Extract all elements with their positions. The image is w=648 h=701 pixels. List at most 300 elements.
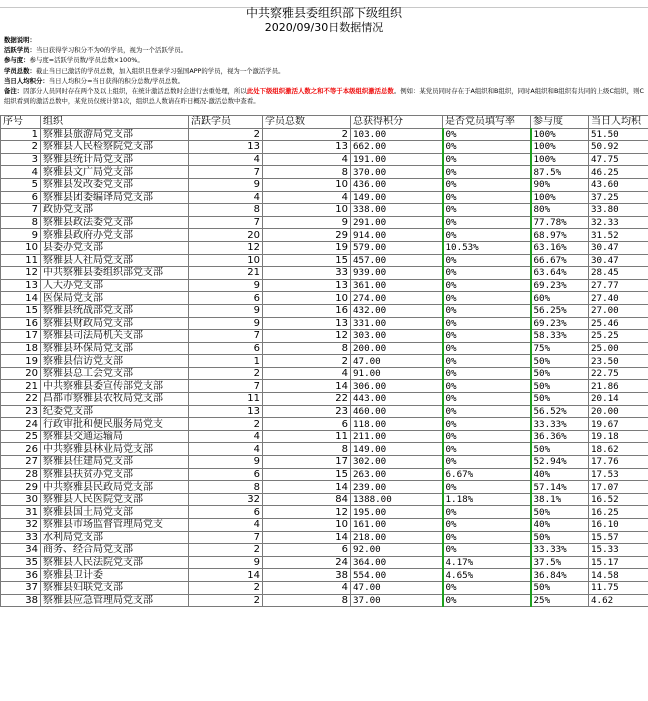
cell-points: 92.00 bbox=[351, 544, 443, 557]
cell-org: 中共察雅县委宣传部党支部 bbox=[41, 380, 189, 393]
cell-participation: 56.25% bbox=[531, 304, 589, 317]
cell-participation: 36.84% bbox=[531, 569, 589, 582]
cell-avg: 28.45 bbox=[589, 267, 648, 280]
cell-avg: 51.50 bbox=[589, 128, 648, 141]
cell-active: 20 bbox=[189, 229, 263, 242]
table-row bbox=[1, 304, 648, 317]
cell-total: 10 bbox=[263, 292, 351, 305]
cell-avg: 33.80 bbox=[589, 204, 648, 217]
cell-index: 34 bbox=[1, 544, 41, 557]
cell-index: 5 bbox=[1, 178, 41, 191]
cell-index: 3 bbox=[1, 153, 41, 166]
cell-index: 16 bbox=[1, 317, 41, 330]
cell-fillrate: 0% bbox=[443, 393, 531, 406]
cell-points: 195.00 bbox=[351, 506, 443, 519]
table-row bbox=[1, 405, 648, 418]
cell-avg: 4.62 bbox=[589, 594, 648, 607]
cell-total: 15 bbox=[263, 468, 351, 481]
cell-index: 6 bbox=[1, 191, 41, 204]
cell-avg: 30.47 bbox=[589, 241, 648, 254]
cell-points: 306.00 bbox=[351, 380, 443, 393]
col-header-total: 学员总数 bbox=[263, 116, 351, 129]
cell-fillrate: 0% bbox=[443, 506, 531, 519]
cell-active: 9 bbox=[189, 178, 263, 191]
cell-total: 9 bbox=[263, 216, 351, 229]
cell-index: 15 bbox=[1, 304, 41, 317]
cell-total: 4 bbox=[263, 581, 351, 594]
cell-total: 38 bbox=[263, 569, 351, 582]
cell-avg: 30.47 bbox=[589, 254, 648, 267]
cell-points: 364.00 bbox=[351, 556, 443, 569]
cell-points: 218.00 bbox=[351, 531, 443, 544]
cell-avg: 22.75 bbox=[589, 367, 648, 380]
cell-avg: 25.00 bbox=[589, 342, 648, 355]
cell-fillrate: 4.65% bbox=[443, 569, 531, 582]
cell-avg: 17.07 bbox=[589, 481, 648, 494]
cell-points: 457.00 bbox=[351, 254, 443, 267]
cell-avg: 27.00 bbox=[589, 304, 648, 317]
cell-participation: 68.97% bbox=[531, 229, 589, 242]
cell-fillrate: 0% bbox=[443, 216, 531, 229]
table-row bbox=[1, 166, 648, 179]
cell-total: 22 bbox=[263, 393, 351, 406]
cell-active: 21 bbox=[189, 267, 263, 280]
cell-active: 2 bbox=[189, 544, 263, 557]
cell-org: 察雅县人民法院党支部 bbox=[41, 556, 189, 569]
cell-total: 14 bbox=[263, 481, 351, 494]
cell-index: 14 bbox=[1, 292, 41, 305]
cell-active: 11 bbox=[189, 393, 263, 406]
cell-fillrate: 0% bbox=[443, 191, 531, 204]
col-header-participation: 参与度 bbox=[531, 116, 589, 129]
cell-org: 察雅县住建局党支部 bbox=[41, 456, 189, 469]
cell-index: 13 bbox=[1, 279, 41, 292]
cell-fillrate: 0% bbox=[443, 229, 531, 242]
cell-active: 9 bbox=[189, 456, 263, 469]
cell-avg: 43.60 bbox=[589, 178, 648, 191]
table-row bbox=[1, 254, 648, 267]
cell-org: 察雅县国土局党支部 bbox=[41, 506, 189, 519]
cell-participation: 50% bbox=[531, 581, 589, 594]
cell-index: 19 bbox=[1, 355, 41, 368]
cell-active: 1 bbox=[189, 355, 263, 368]
cell-avg: 20.00 bbox=[589, 405, 648, 418]
cell-fillrate: 0% bbox=[443, 254, 531, 267]
cell-avg: 25.46 bbox=[589, 317, 648, 330]
cell-participation: 50% bbox=[531, 367, 589, 380]
cell-index: 20 bbox=[1, 367, 41, 380]
cell-fillrate: 0% bbox=[443, 204, 531, 217]
cell-org: 察雅县卫计委 bbox=[41, 569, 189, 582]
cell-index: 12 bbox=[1, 267, 41, 280]
cell-participation: 90% bbox=[531, 178, 589, 191]
cell-participation: 40% bbox=[531, 519, 589, 532]
cell-total: 8 bbox=[263, 443, 351, 456]
table-row bbox=[1, 443, 648, 456]
cell-org: 县委办党支部 bbox=[41, 241, 189, 254]
cell-avg: 16.25 bbox=[589, 506, 648, 519]
table-row bbox=[1, 430, 648, 443]
cell-participation: 50% bbox=[531, 393, 589, 406]
cell-points: 37.00 bbox=[351, 594, 443, 607]
cell-fillrate: 0% bbox=[443, 304, 531, 317]
cell-active: 9 bbox=[189, 556, 263, 569]
table-row bbox=[1, 506, 648, 519]
cell-org: 政协党支部 bbox=[41, 204, 189, 217]
cell-active: 2 bbox=[189, 594, 263, 607]
cell-org: 昌都市察雅县农牧局党支部 bbox=[41, 393, 189, 406]
cell-index: 21 bbox=[1, 380, 41, 393]
cell-fillrate: 0% bbox=[443, 380, 531, 393]
table-row bbox=[1, 191, 648, 204]
cell-total: 11 bbox=[263, 430, 351, 443]
table-header-row bbox=[1, 116, 648, 129]
cell-total: 10 bbox=[263, 204, 351, 217]
cell-index: 4 bbox=[1, 166, 41, 179]
cell-fillrate: 0% bbox=[443, 292, 531, 305]
cell-points: 939.00 bbox=[351, 267, 443, 280]
cell-points: 47.00 bbox=[351, 355, 443, 368]
cell-index: 30 bbox=[1, 493, 41, 506]
cell-org: 察雅县统计局党支部 bbox=[41, 153, 189, 166]
cell-points: 239.00 bbox=[351, 481, 443, 494]
cell-fillrate: 0% bbox=[443, 128, 531, 141]
cell-fillrate: 1.18% bbox=[443, 493, 531, 506]
cell-participation: 36.36% bbox=[531, 430, 589, 443]
cell-active: 6 bbox=[189, 342, 263, 355]
cell-participation: 58.33% bbox=[531, 330, 589, 343]
cell-avg: 27.40 bbox=[589, 292, 648, 305]
cell-avg: 11.75 bbox=[589, 581, 648, 594]
cell-index: 26 bbox=[1, 443, 41, 456]
cell-points: 554.00 bbox=[351, 569, 443, 582]
cell-total: 2 bbox=[263, 355, 351, 368]
cell-index: 33 bbox=[1, 531, 41, 544]
cell-participation: 25% bbox=[531, 594, 589, 607]
note-avg: 当日人均积分：当日人均积分=当日获得的积分总数/学员总数。 bbox=[4, 76, 185, 85]
table-row bbox=[1, 418, 648, 431]
cell-total: 19 bbox=[263, 241, 351, 254]
cell-fillrate: 0% bbox=[443, 456, 531, 469]
cell-points: 370.00 bbox=[351, 166, 443, 179]
cell-index: 25 bbox=[1, 430, 41, 443]
cell-org: 察雅县交通运输局 bbox=[41, 430, 189, 443]
cell-avg: 25.25 bbox=[589, 330, 648, 343]
cell-org: 察雅县政法委党支部 bbox=[41, 216, 189, 229]
cell-avg: 37.25 bbox=[589, 191, 648, 204]
cell-points: 263.00 bbox=[351, 468, 443, 481]
table-row bbox=[1, 216, 648, 229]
cell-total: 16 bbox=[263, 304, 351, 317]
cell-fillrate: 0% bbox=[443, 355, 531, 368]
cell-org: 察雅县人民检察院党支部 bbox=[41, 141, 189, 154]
cell-active: 6 bbox=[189, 292, 263, 305]
cell-active: 6 bbox=[189, 468, 263, 481]
cell-index: 10 bbox=[1, 241, 41, 254]
cell-fillrate: 0% bbox=[443, 141, 531, 154]
cell-avg: 17.53 bbox=[589, 468, 648, 481]
cell-participation: 77.78% bbox=[531, 216, 589, 229]
cell-avg: 21.86 bbox=[589, 380, 648, 393]
cell-participation: 56.52% bbox=[531, 405, 589, 418]
cell-index: 27 bbox=[1, 456, 41, 469]
cell-org: 医保局党支部 bbox=[41, 292, 189, 305]
cell-total: 8 bbox=[263, 166, 351, 179]
cell-participation: 57.14% bbox=[531, 481, 589, 494]
cell-avg: 46.25 bbox=[589, 166, 648, 179]
cell-avg: 50.92 bbox=[589, 141, 648, 154]
table-row bbox=[1, 556, 648, 569]
cell-avg: 16.52 bbox=[589, 493, 648, 506]
cell-points: 274.00 bbox=[351, 292, 443, 305]
cell-points: 149.00 bbox=[351, 443, 443, 456]
cell-fillrate: 0% bbox=[443, 267, 531, 280]
cell-total: 6 bbox=[263, 418, 351, 431]
table-row bbox=[1, 241, 648, 254]
cell-active: 8 bbox=[189, 204, 263, 217]
cell-avg: 19.67 bbox=[589, 418, 648, 431]
cell-org: 察雅县信访党支部 bbox=[41, 355, 189, 368]
cell-total: 8 bbox=[263, 594, 351, 607]
cell-participation: 50% bbox=[531, 443, 589, 456]
table-row bbox=[1, 569, 648, 582]
cell-org: 察雅县总工会党支部 bbox=[41, 367, 189, 380]
cell-fillrate: 0% bbox=[443, 317, 531, 330]
table-row bbox=[1, 456, 648, 469]
cell-org: 察雅县发改委党支部 bbox=[41, 178, 189, 191]
cell-fillrate: 10.53% bbox=[443, 241, 531, 254]
cell-points: 291.00 bbox=[351, 216, 443, 229]
cell-index: 29 bbox=[1, 481, 41, 494]
cell-total: 6 bbox=[263, 544, 351, 557]
cell-total: 29 bbox=[263, 229, 351, 242]
cell-points: 302.00 bbox=[351, 456, 443, 469]
cell-active: 9 bbox=[189, 317, 263, 330]
cell-points: 361.00 bbox=[351, 279, 443, 292]
table-row bbox=[1, 519, 648, 532]
cell-total: 12 bbox=[263, 330, 351, 343]
page-title: 中共察雅县委组织部下级组织 bbox=[245, 6, 402, 20]
cell-active: 7 bbox=[189, 166, 263, 179]
cell-active: 13 bbox=[189, 405, 263, 418]
cell-total: 23 bbox=[263, 405, 351, 418]
cell-total: 24 bbox=[263, 556, 351, 569]
cell-active: 7 bbox=[189, 531, 263, 544]
cell-participation: 100% bbox=[531, 191, 589, 204]
cell-fillrate: 0% bbox=[443, 405, 531, 418]
cell-org: 察雅县统战部党支部 bbox=[41, 304, 189, 317]
cell-active: 7 bbox=[189, 216, 263, 229]
cell-total: 15 bbox=[263, 254, 351, 267]
table-row bbox=[1, 229, 648, 242]
table-row bbox=[1, 153, 648, 166]
note-total: 学员总数：截止当日已激活的学员总数，加入组织且登录学习强国APP的学员，视为一个激活学员。 bbox=[4, 66, 285, 75]
cell-points: 914.00 bbox=[351, 229, 443, 242]
cell-avg: 32.33 bbox=[589, 216, 648, 229]
cell-participation: 100% bbox=[531, 141, 589, 154]
cell-active: 9 bbox=[189, 304, 263, 317]
cell-avg: 47.75 bbox=[589, 153, 648, 166]
cell-total: 14 bbox=[263, 531, 351, 544]
cell-index: 9 bbox=[1, 229, 41, 242]
cell-org: 中共察雅县民政局党支部 bbox=[41, 481, 189, 494]
cell-avg: 31.52 bbox=[589, 229, 648, 242]
cell-avg: 16.10 bbox=[589, 519, 648, 532]
cell-total: 4 bbox=[263, 191, 351, 204]
data-notes bbox=[4, 35, 644, 106]
cell-participation: 50% bbox=[531, 380, 589, 393]
table-row bbox=[1, 380, 648, 393]
table-row bbox=[1, 393, 648, 406]
cell-avg: 17.76 bbox=[589, 456, 648, 469]
cell-org: 纪委党支部 bbox=[41, 405, 189, 418]
col-header-fillrate: 是否党员填写率 bbox=[443, 116, 531, 129]
cell-active: 12 bbox=[189, 241, 263, 254]
table-row bbox=[1, 178, 648, 191]
table-row bbox=[1, 330, 648, 343]
cell-avg: 15.33 bbox=[589, 544, 648, 557]
table-row bbox=[1, 531, 648, 544]
cell-avg: 20.14 bbox=[589, 393, 648, 406]
cell-total: 33 bbox=[263, 267, 351, 280]
cell-fillrate: 0% bbox=[443, 166, 531, 179]
cell-org: 察雅县团委编译局党支部 bbox=[41, 191, 189, 204]
cell-total: 13 bbox=[263, 141, 351, 154]
cell-participation: 40% bbox=[531, 468, 589, 481]
cell-avg: 14.58 bbox=[589, 569, 648, 582]
cell-active: 2 bbox=[189, 581, 263, 594]
cell-points: 200.00 bbox=[351, 342, 443, 355]
cell-fillrate: 0% bbox=[443, 519, 531, 532]
cell-points: 211.00 bbox=[351, 430, 443, 443]
cell-participation: 66.67% bbox=[531, 254, 589, 267]
cell-participation: 75% bbox=[531, 342, 589, 355]
cell-total: 2 bbox=[263, 128, 351, 141]
cell-points: 191.00 bbox=[351, 153, 443, 166]
col-header-org: 组织 bbox=[41, 116, 189, 129]
cell-points: 331.00 bbox=[351, 317, 443, 330]
cell-active: 9 bbox=[189, 279, 263, 292]
cell-org: 察雅县人社局党支部 bbox=[41, 254, 189, 267]
cell-org: 察雅县市场监督管理局党支 bbox=[41, 519, 189, 532]
cell-participation: 33.33% bbox=[531, 544, 589, 557]
cell-avg: 18.62 bbox=[589, 443, 648, 456]
cell-total: 13 bbox=[263, 279, 351, 292]
cell-org: 商务、经合局党支部 bbox=[41, 544, 189, 557]
cell-index: 1 bbox=[1, 128, 41, 141]
note-participation: 参与度：参与度=活跃学员数/学员总数×100%。 bbox=[4, 56, 144, 65]
cell-fillrate: 0% bbox=[443, 443, 531, 456]
org-data-table bbox=[0, 115, 648, 607]
cell-org: 察雅县政府办党支部 bbox=[41, 229, 189, 242]
cell-active: 32 bbox=[189, 493, 263, 506]
cell-index: 32 bbox=[1, 519, 41, 532]
col-header-index: 序号 bbox=[1, 116, 41, 129]
cell-index: 18 bbox=[1, 342, 41, 355]
cell-active: 4 bbox=[189, 153, 263, 166]
cell-active: 13 bbox=[189, 141, 263, 154]
cell-points: 303.00 bbox=[351, 330, 443, 343]
cell-fillrate: 0% bbox=[443, 581, 531, 594]
cell-points: 91.00 bbox=[351, 367, 443, 380]
cell-points: 118.00 bbox=[351, 418, 443, 431]
cell-participation: 60% bbox=[531, 292, 589, 305]
cell-points: 103.00 bbox=[351, 128, 443, 141]
cell-active: 2 bbox=[189, 367, 263, 380]
cell-org: 察雅县文广局党支部 bbox=[41, 166, 189, 179]
cell-total: 10 bbox=[263, 519, 351, 532]
cell-org: 察雅县环保局党支部 bbox=[41, 342, 189, 355]
cell-participation: 52.94% bbox=[531, 456, 589, 469]
table-row bbox=[1, 204, 648, 217]
cell-avg: 27.77 bbox=[589, 279, 648, 292]
cell-participation: 63.16% bbox=[531, 241, 589, 254]
cell-points: 460.00 bbox=[351, 405, 443, 418]
cell-total: 8 bbox=[263, 342, 351, 355]
table-row bbox=[1, 317, 648, 330]
cell-fillrate: 0% bbox=[443, 342, 531, 355]
table-row bbox=[1, 481, 648, 494]
cell-index: 35 bbox=[1, 556, 41, 569]
cell-index: 28 bbox=[1, 468, 41, 481]
cell-points: 662.00 bbox=[351, 141, 443, 154]
col-header-active: 活跃学员 bbox=[189, 116, 263, 129]
cell-points: 47.00 bbox=[351, 581, 443, 594]
cell-fillrate: 6.67% bbox=[443, 468, 531, 481]
table-row bbox=[1, 544, 648, 557]
cell-org: 察雅县妇联党支部 bbox=[41, 581, 189, 594]
cell-fillrate: 0% bbox=[443, 178, 531, 191]
cell-index: 11 bbox=[1, 254, 41, 267]
cell-points: 443.00 bbox=[351, 393, 443, 406]
cell-active: 6 bbox=[189, 506, 263, 519]
cell-index: 37 bbox=[1, 581, 41, 594]
cell-points: 436.00 bbox=[351, 178, 443, 191]
cell-org: 察雅县应急管理局党支部 bbox=[41, 594, 189, 607]
cell-fillrate: 0% bbox=[443, 418, 531, 431]
cell-index: 36 bbox=[1, 569, 41, 582]
cell-org: 水利局党支部 bbox=[41, 531, 189, 544]
cell-active: 10 bbox=[189, 254, 263, 267]
table-row bbox=[1, 342, 648, 355]
cell-active: 2 bbox=[189, 418, 263, 431]
cell-active: 7 bbox=[189, 380, 263, 393]
cell-index: 23 bbox=[1, 405, 41, 418]
col-header-points: 总获得积分 bbox=[351, 116, 443, 129]
cell-active: 7 bbox=[189, 330, 263, 343]
col-header-avg: 当日人均积 bbox=[589, 116, 648, 129]
cell-participation: 69.23% bbox=[531, 279, 589, 292]
cell-participation: 33.33% bbox=[531, 418, 589, 431]
table-row bbox=[1, 468, 648, 481]
cell-points: 149.00 bbox=[351, 191, 443, 204]
cell-org: 中共察雅县委组织部党支部 bbox=[41, 267, 189, 280]
notes-heading: 数据说明： bbox=[4, 36, 36, 44]
cell-points: 579.00 bbox=[351, 241, 443, 254]
table-row bbox=[1, 141, 648, 154]
table-row bbox=[1, 279, 648, 292]
table-row bbox=[1, 594, 648, 607]
cell-fillrate: 0% bbox=[443, 367, 531, 380]
table-row bbox=[1, 493, 648, 506]
cell-total: 14 bbox=[263, 380, 351, 393]
cell-total: 10 bbox=[263, 178, 351, 191]
cell-org: 察雅县扶贫办党支部 bbox=[41, 468, 189, 481]
cell-participation: 100% bbox=[531, 153, 589, 166]
cell-points: 1388.00 bbox=[351, 493, 443, 506]
cell-fillrate: 0% bbox=[443, 531, 531, 544]
table-row bbox=[1, 581, 648, 594]
